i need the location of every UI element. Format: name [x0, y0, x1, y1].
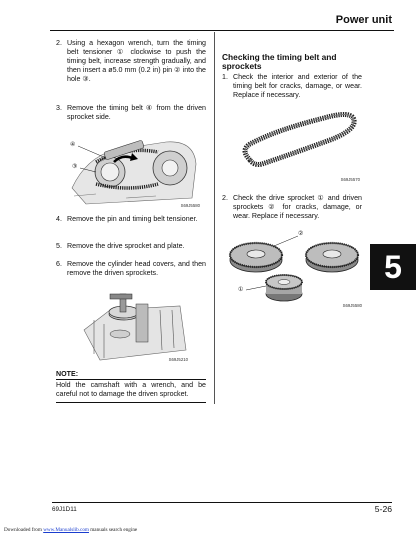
- callout-driven-sprocket: ②: [298, 231, 304, 237]
- callout-drive-sprocket: ①: [238, 287, 244, 293]
- chapter-tab: 5: [370, 244, 416, 290]
- download-suffix: manuals search engine: [90, 527, 138, 533]
- timing-belt-removal-illustration: [66, 128, 202, 210]
- download-notice: [4, 527, 137, 533]
- column-divider: [214, 32, 215, 404]
- figure-code: S69J5570: [340, 177, 360, 182]
- page-number: 5-26: [374, 504, 392, 514]
- step-text: Using a hexagon wrench, turn the timing belt tensioner ① clockwise to push the timing belt, increase strength gradually, and then insert a ø5.0 mm (0.2 in) pin ② into the hole ③.: [67, 39, 206, 84]
- step-text: Remove the cylinder head covers, and then remove the driven sprockets.: [67, 260, 206, 278]
- driven-sprocket-removal-figure: [80, 290, 190, 364]
- sprockets-figure: [226, 226, 364, 310]
- left-step-2: [56, 39, 206, 84]
- callout-timing-belt: ④: [70, 142, 76, 148]
- timing-belt-illustration: [236, 104, 362, 184]
- download-prefix: Downloaded from: [4, 527, 42, 533]
- sprockets-illustration: [226, 226, 364, 310]
- note-bottom-rule: [56, 402, 206, 403]
- checking-section-title: Checking the timing belt and sprockets: [222, 52, 337, 72]
- step-number: 2.: [222, 194, 228, 202]
- timing-belt-figure: [236, 104, 362, 184]
- note-label: NOTE:: [56, 370, 79, 378]
- section-header-title: Power unit: [335, 14, 392, 26]
- download-link[interactable]: www.Manualslib.com: [43, 527, 89, 533]
- step-number: 4.: [56, 215, 62, 223]
- callout-hole: ③: [72, 164, 78, 170]
- right-step-1: [222, 73, 362, 102]
- step-text: Remove the drive sprocket and plate.: [67, 242, 185, 250]
- timing-belt-removal-figure: [66, 128, 202, 210]
- left-step-5: [56, 242, 206, 253]
- note-text: Hold the camshaft with a wrench, and be careful not to damage the driven sprocket.: [56, 381, 206, 399]
- step-number: 2.: [56, 39, 62, 47]
- footer-rule: [52, 502, 392, 503]
- note-top-rule: [56, 379, 206, 380]
- step-text: Check the drive sprocket ① and driven sprockets ② for cracks, damage, or wear. Replace if necessary.: [233, 194, 362, 221]
- step-number: 1.: [222, 73, 228, 81]
- step-number: 5.: [56, 242, 62, 250]
- left-step-3: [56, 104, 206, 124]
- step-text: Check the interior and exterior of the timing belt for cracks, damage, or wear. Replace if necessary.: [233, 73, 362, 100]
- header-rule: [50, 30, 394, 31]
- manual-code: 69J1D11: [52, 506, 77, 513]
- figure-code: S69J5210: [168, 357, 188, 362]
- step-text: Remove the timing belt ④ from the driven sprocket side.: [67, 104, 206, 122]
- figure-code: S69J5580: [180, 203, 200, 208]
- right-step-2: [222, 194, 362, 223]
- left-step-4: [56, 215, 206, 235]
- step-text: Remove the pin and timing belt tensioner.: [67, 215, 198, 223]
- step-number: 6.: [56, 260, 62, 268]
- step-number: 3.: [56, 104, 62, 112]
- left-step-6: [56, 260, 206, 280]
- driven-sprocket-removal-illustration: [80, 290, 190, 364]
- figure-code: S69J5580: [342, 303, 362, 308]
